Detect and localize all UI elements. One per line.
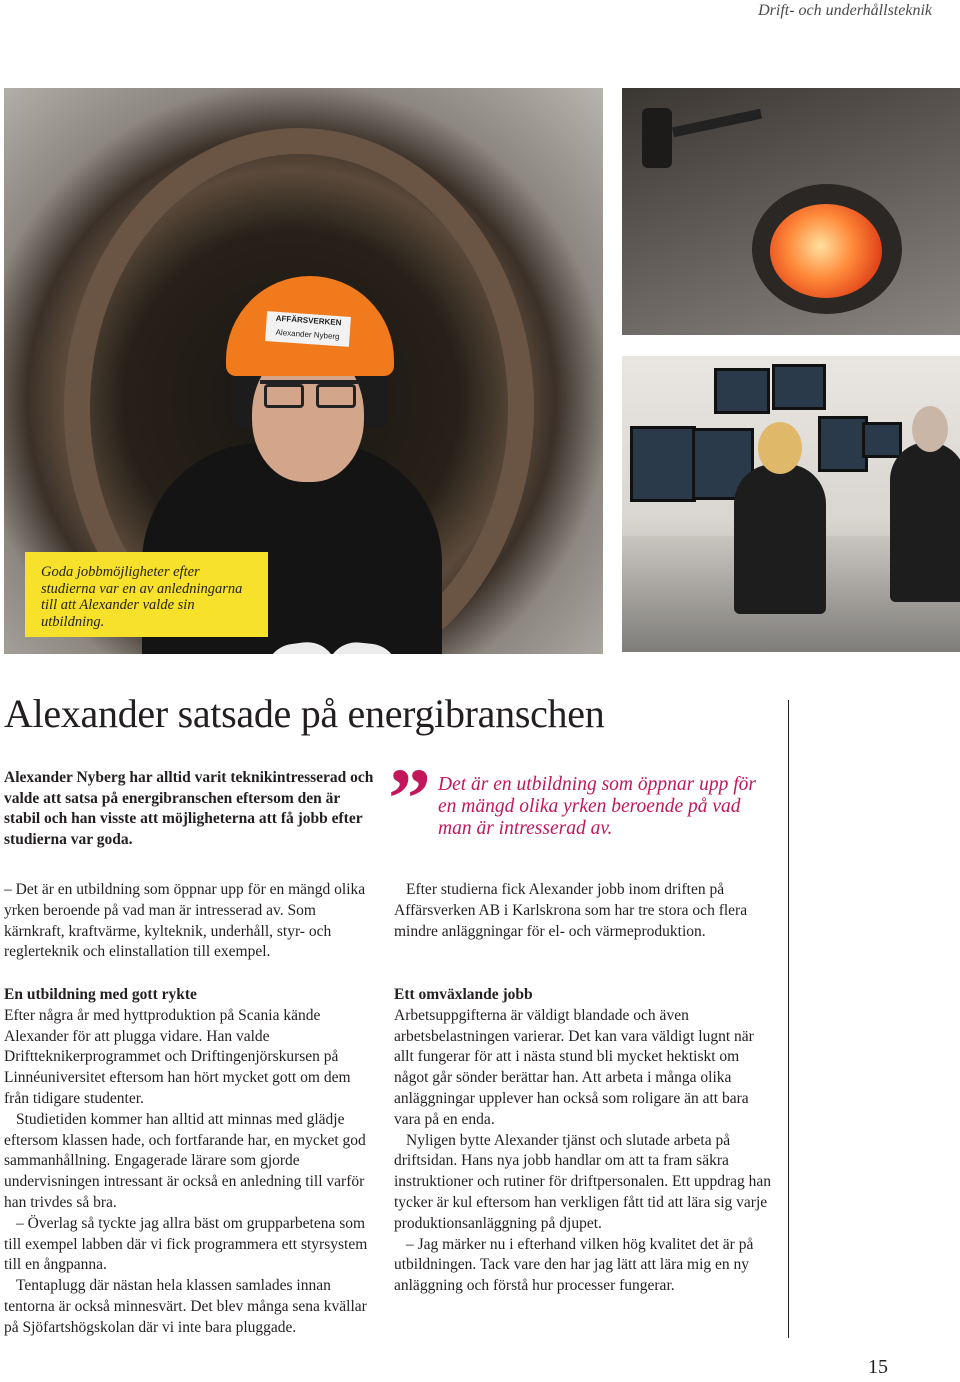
paragraph: Nyligen bytte Alexander tjänst och slutade arbeta på driftsidan. Hans nya jobb handlar om att ta fram säkra instruktioner och rutiner för driftpersonalen. Ett uppdrag han tycker är kul eftersom han verkligen fått tid att lära sig varje produktionsanläggning på djupet. — [394, 1131, 772, 1232]
operator-man-head — [912, 406, 948, 452]
paragraph: Arbetsuppgifterna är väldigt blandade och även arbetsbelastningen varierar. Det kan vara väldigt lugnt när allt fungerar för att i nästa stund bli mycket hektiskt om något går sönder berättar han. Att arbeta i många olika anläggningar upplever han också som roligare än att bara vara på en enda. — [394, 1006, 754, 1128]
photo-furnace-window — [622, 88, 960, 335]
operator-woman — [734, 464, 826, 614]
subhead: Ett omväxlande jobb — [394, 986, 533, 1003]
paragraph: Tentaplugg där nästan hela klassen samlades innan tentorna är också minnesvärt. Det blev många sena kvällar på Sjöfartshögskolan där vi inte bara pluggade. — [4, 1277, 367, 1336]
helmet-label-name: Alexander Nyberg — [275, 327, 340, 342]
photo-control-room — [622, 356, 960, 652]
pull-quote: Det är en utbildning som öppnar upp för en mängd olika yrken beroende på vad man är intresserad av. — [438, 774, 756, 839]
photo-caption: Goda jobbmöjligheter efter studierna var en av anledningarna till att Alexander valde sin utbildning. — [25, 552, 268, 637]
monitor — [714, 368, 770, 414]
running-head: Drift- och underhållsteknik — [758, 2, 932, 19]
furnace-glow — [770, 204, 882, 298]
paragraph: Studietiden kommer han alltid att minnas med glädje eftersom klassen hade, och fortfarande har, en mycket god sammanhållning. Engagerade lärare som gjorde undervisningen intressant är också en anledning till varför han trivdes så bra. — [4, 1110, 366, 1211]
monitor — [630, 426, 696, 502]
column-rule — [788, 700, 789, 1338]
furnace-bolt — [642, 108, 672, 168]
left-column-intro — [4, 880, 376, 963]
article-headline: Alexander satsade på energibranschen — [4, 691, 605, 736]
helmet-label-brand: AFFÄRSVERKEN — [275, 313, 342, 328]
operator-woman-head — [758, 422, 802, 474]
paragraph: Efter studierna fick Alexander jobb inom driften på Affärsverken AB i Karlskrona som har tre stora och flera mindre anläggningar för el- och värmeproduktion. — [394, 881, 748, 940]
paragraph: – Det är en utbildning som öppnar upp för en mängd olika yrken beroende på vad man är intresserad av. Som kärnkraft, kraftvärme, kylteknik, underhåll, styr- och reglerteknik och elinstallation till exempel. — [4, 881, 366, 961]
paragraph: Efter några år med hyttproduktion på Scania kände Alexander för att plugga vidare. Han valde Driftteknikerprogrammet och Driftingenjörskursen på Linnéuniversitet eftersom han hört mycket gott om dem från tidigare studenter. — [4, 1006, 351, 1107]
worker-glasses — [260, 380, 360, 406]
paragraph: – Jag märker nu i efterhand vilken hög kvalitet det är på utbildningen. Tack vare den har jag lätt att lära mig en ny anläggning och förstå hur processer fungerar. — [394, 1235, 754, 1295]
monitor — [772, 364, 826, 410]
article-lead: Alexander Nyberg har alltid varit teknikintresserad och valde att satsa på energibranschen eftersom den är stabil och han visste att möjligheterna att få jobb efter studierna var goda. — [4, 769, 374, 848]
subhead: En utbildning med gott rykte — [4, 986, 197, 1003]
monitor — [862, 422, 902, 458]
right-column-section — [394, 985, 772, 1297]
quote-mark: ” — [388, 750, 431, 846]
helmet-label — [265, 311, 351, 347]
monitor — [818, 416, 868, 472]
page-number: 15 — [868, 1356, 888, 1378]
paragraph: – Överlag så tyckte jag allra bäst om grupparbetena som till exempel labben där vi fick programmera ett styrsystem till en ångpanna. — [4, 1214, 368, 1274]
furnace-rod — [672, 109, 762, 137]
left-column-section — [4, 985, 376, 1339]
right-column-intro — [394, 880, 772, 942]
operator-man — [890, 442, 960, 602]
